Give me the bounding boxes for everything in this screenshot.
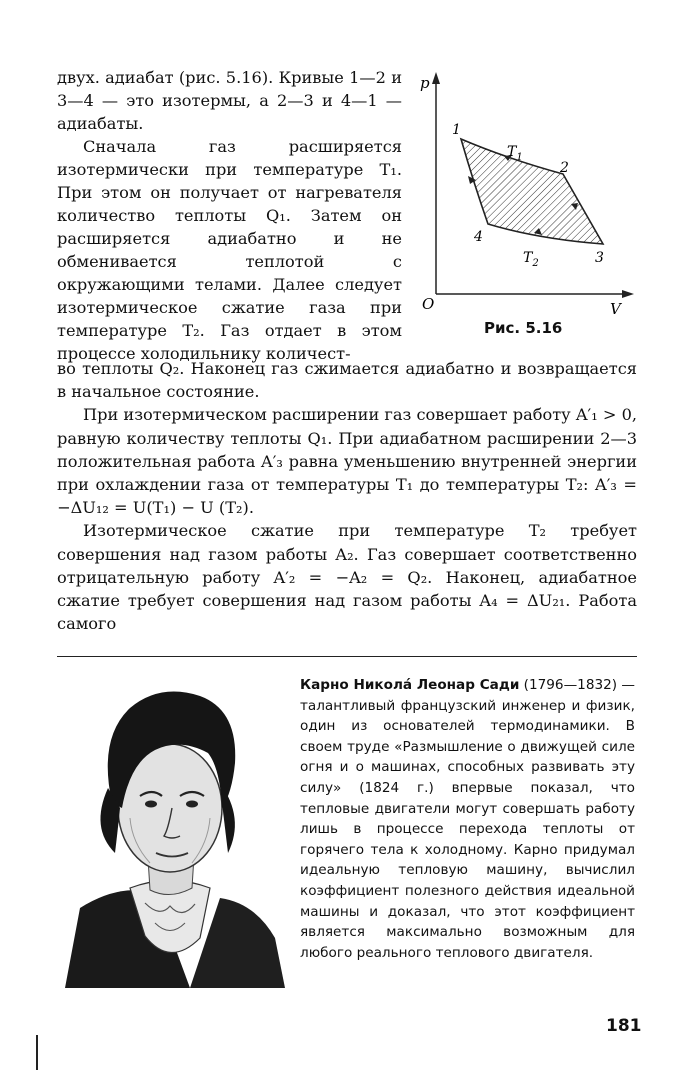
point-3-label: 3	[595, 250, 604, 266]
biography-name: Карно Никола́ Леонар Сади	[300, 677, 520, 693]
p-axis-arrow	[432, 72, 440, 84]
paragraph-adiabats: двух. адиабат (рис. 5.16). Кривые 1—2 и 3—4 — это изотермы, а 2—3 и 4—1 — адиабаты.	[57, 68, 402, 133]
point-2-label: 2	[560, 160, 569, 176]
point-1-label: 1	[452, 122, 461, 138]
point-4-label: 4	[474, 229, 483, 245]
axis-p-label: p	[420, 74, 430, 92]
paragraph-cycle-continuation: во теплоты Q₂. Наконец газ сжимается адиабатно и возвращается в начальное состояние.	[57, 359, 637, 402]
figure-caption: Рис. 5.16	[484, 319, 563, 337]
full-width-text	[57, 357, 637, 635]
axis-v-label: V	[610, 300, 621, 318]
top-column-text	[57, 66, 402, 365]
page-number: 181	[606, 1016, 642, 1036]
carnot-portrait-illustration	[60, 668, 285, 988]
paragraph-cycle-description: Сначала газ расширяется изотермически при температуре T₁. При этом он получает от нагревателя количество теплоты Q₁. Затем он расширяется адиабатно и не обменивается теплотой с окружающими телами. Далее следует изотермическое сжатие газа при температуре T₂. Газ отдает в этом процессе холодильнику количест-	[57, 137, 402, 363]
paragraph-isothermal-work: При изотермическом расширении газ совершает работу A′₁ > 0, равную количеству теплоты Q₁. При адиабатном расширении 2—3 положительная работа A′₃ равна уменьшению внутренней энергии при охлаждении газа от температуры T₁ до температуры T₂: A′₃ = −ΔU₁₂ = U(T₁) − U (T₂).	[57, 405, 638, 518]
margin-mark	[36, 1035, 38, 1070]
v-axis-arrow	[622, 290, 634, 298]
origin-label: O	[422, 295, 435, 313]
t1-label: $T_1$	[507, 144, 523, 163]
paragraph-compression-work: Изотермическое сжатие при температуре T₂ требует совершения над газом работы A₂. Газ совершает соответственно отрицательную работу A′₂ = −A₂ = Q₂. Наконец, адиабатное сжатие требует совершения над газом работы A₄ = ΔU₂₁. Работа самого	[57, 521, 637, 634]
section-divider	[57, 656, 637, 657]
biography-text	[300, 675, 635, 963]
pv-diagram-figure	[408, 64, 648, 344]
t2-label: $T_2$	[523, 250, 539, 269]
biography-body: (1796—1832) — талантливый французский инженер и физик, один из основателей термодинамики. В своем труде «Размышление о движущей силе огня и о машинах, способных развивать эту силу» (1824 г.) впервые показал, что тепловые двигатели могут совершать работу лишь в процессе перехода теплоты от горячего тела к холодному. Карно придумал идеальную тепловую машину, вычислил коэффициент полезного действия идеальной машины и доказал, что этот коэффициент является максимально возможным для любого реального теплового двигателя.	[300, 677, 635, 961]
